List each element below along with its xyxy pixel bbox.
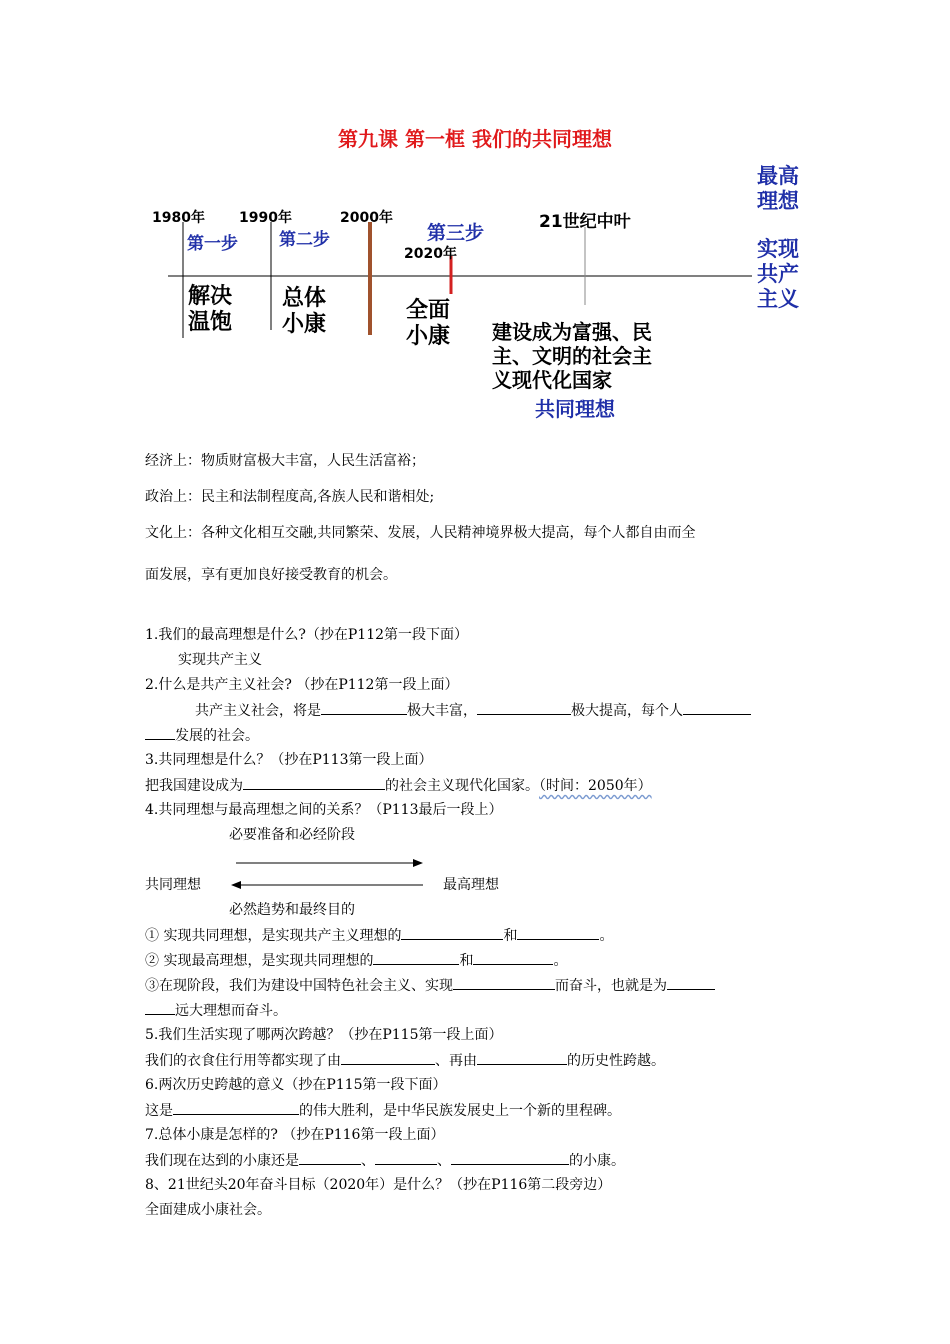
goal-line-1: 建设成为富强、民 (492, 320, 652, 344)
stage-2-line-1: 总体 (282, 286, 327, 311)
year-mid-21st-century: 21世纪中叶 (539, 212, 631, 232)
fill-blank[interactable] (375, 1150, 437, 1165)
fill-blank[interactable] (667, 975, 715, 990)
stage-comprehensive-xiaokang (406, 298, 450, 350)
highest-ideal-line-2: 理想 (757, 189, 799, 213)
feature-culture-line-2: 面发展，享有更加良好接受教育的机会。 (145, 567, 397, 583)
conclusion-1-text: ① 实现共同理想，是实现共产主义理想的 (145, 928, 402, 944)
fill-blank[interactable] (145, 1000, 175, 1015)
answer-7-text-2: 的小康。 (569, 1153, 625, 1169)
answer-2-line-1 (195, 700, 751, 721)
answer-8: 全面建成小康社会。 (145, 1202, 271, 1218)
communism-line-1: 实现 (757, 237, 799, 261)
answer-7-text-1: 我们现在达到的小康还是 (145, 1153, 299, 1169)
fill-blank[interactable] (401, 925, 503, 940)
answer-5-text-1: 我们的衣食住行用等都实现了由 (145, 1053, 341, 1069)
question-8: 8、21世纪头20年奋斗目标（2020年）是什么？（抄在P116第二段旁边） (145, 1177, 612, 1193)
fill-blank[interactable] (517, 925, 599, 940)
answer-2-text-4: 发展的社会。 (175, 728, 259, 744)
question-1: 1.我们的最高理想是什么?（抄在P112第一段下面） (145, 627, 469, 643)
year-1980: 1980年 (152, 210, 205, 226)
conclusion-2-end: 。 (553, 953, 568, 969)
answer-7-separator-1: 、 (361, 1153, 375, 1169)
answer-3-time-note: （时间：2050年） (539, 778, 652, 794)
answer-3-text-1: 把我国建设成为 (145, 778, 243, 794)
fill-blank[interactable] (243, 775, 385, 790)
fill-blank[interactable] (473, 950, 553, 965)
step-three: 第三步 (427, 222, 485, 244)
conclusion-2 (145, 950, 567, 971)
answer-6-text-2: 的伟大胜利，是中华民族发展史上一个新的里程碑。 (299, 1103, 621, 1119)
fill-blank[interactable] (321, 700, 407, 715)
answer-7 (145, 1150, 625, 1171)
year-2020: 2020年 (404, 246, 457, 262)
page-title: 第九课 第一框 我们的共同理想 (338, 127, 612, 151)
answer-1: 实现共产主义 (178, 652, 262, 668)
answer-2-text-3: 极大提高，每个人 (571, 703, 683, 719)
relation-top-label: 必要准备和必经阶段 (229, 827, 355, 843)
conclusion-1 (145, 925, 613, 946)
realize-communism-label (757, 237, 799, 312)
answer-2-text-1: 共产主义社会，将是 (195, 703, 321, 719)
feature-economy: 经济上：物质财富极大丰富，人民生活富裕； (145, 453, 425, 469)
answer-7-separator-2: 、 (437, 1153, 451, 1169)
stage-1-line-1: 解决 (188, 284, 233, 309)
feature-culture-line-1: 文化上：各种文化相互交融,共同繁荣、发展，人民精神境界极大提高，每个人都自由而全 (145, 525, 696, 541)
conclusion-3-text-1: ③在现阶段，我们为建设中国特色社会主义、实现 (145, 978, 453, 994)
conclusion-3-text-3: 远大理想而奋斗。 (175, 1003, 287, 1019)
highest-ideal-label (757, 164, 799, 214)
fill-blank[interactable] (341, 1050, 435, 1065)
fill-blank[interactable] (299, 1150, 361, 1165)
common-ideal-label: 共同理想 (535, 397, 615, 421)
relation-bottom-label: 必然趋势和最终目的 (229, 902, 355, 918)
stage-1-line-2: 温饱 (188, 310, 233, 335)
answer-5-text-3: 的历史性跨越。 (567, 1053, 665, 1069)
relation-left-label: 共同理想 (145, 877, 201, 893)
question-6: 6.两次历史跨越的意义（抄在P115第一段下面） (145, 1077, 447, 1093)
answer-2-line-2 (145, 725, 259, 746)
answer-5 (145, 1050, 665, 1071)
communism-line-2: 共产 (757, 262, 799, 286)
answer-3 (145, 775, 652, 796)
conclusion-3-line-1 (145, 975, 715, 996)
fill-blank[interactable] (477, 700, 571, 715)
fill-blank[interactable] (173, 1100, 299, 1115)
conclusion-1-and: 和 (503, 928, 518, 944)
answer-2-text-2: 极大丰富， (407, 703, 477, 719)
answer-5-text-2: 、再由 (435, 1053, 477, 1069)
question-5: 5.我们生活实现了哪两次跨越？（抄在P115第一段上面） (145, 1027, 503, 1043)
fill-blank[interactable] (477, 1050, 567, 1065)
fill-blank[interactable] (451, 1150, 569, 1165)
stage-overall-xiaokang (282, 286, 326, 338)
step-one: 第一步 (187, 234, 238, 254)
goal-line-3: 义现代化国家 (492, 368, 612, 392)
answer-6-text-1: 这是 (145, 1103, 173, 1119)
question-7: 7.总体小康是怎样的? （抄在P116第一段上面） (145, 1127, 445, 1143)
conclusion-2-and: 和 (459, 953, 474, 969)
feature-politics: 政治上：民主和法制程度高,各族人民和谐相处; (145, 489, 435, 505)
stage-3-line-2: 小康 (406, 324, 451, 349)
question-2: 2.什么是共产主义社会? （抄在P112第一段上面） (145, 677, 459, 693)
fill-blank[interactable] (453, 975, 555, 990)
stage-3-line-1: 全面 (406, 298, 451, 323)
highest-ideal-line-1: 最高 (757, 164, 799, 188)
stage-2-line-2: 小康 (282, 312, 327, 337)
modernization-goal (492, 320, 652, 392)
question-4: 4.共同理想与最高理想之间的关系？（P113最后一段上） (145, 802, 503, 818)
conclusion-3-text-2: 而奋斗，也就是为 (555, 978, 667, 994)
relation-arrows (228, 852, 428, 892)
conclusion-3-line-2 (145, 1000, 287, 1021)
relation-right-label: 最高理想 (443, 877, 499, 893)
year-2000: 2000年 (340, 210, 393, 226)
year-1990: 1990年 (239, 210, 292, 226)
question-3: 3.共同理想是什么？（抄在P113第一段上面） (145, 752, 433, 768)
conclusion-1-end: 。 (599, 928, 614, 944)
fill-blank[interactable] (145, 725, 175, 740)
fill-blank[interactable] (683, 700, 751, 715)
conclusion-2-text: ② 实现最高理想，是实现共同理想的 (145, 953, 374, 969)
communism-line-3: 主义 (757, 287, 799, 311)
stage-solve-subsistence (188, 284, 232, 336)
goal-line-2: 主、文明的社会主 (492, 344, 652, 368)
answer-6 (145, 1100, 621, 1121)
fill-blank[interactable] (373, 950, 459, 965)
answer-3-text-2: 的社会主义现代化国家。 (385, 778, 539, 794)
step-two: 第二步 (279, 230, 330, 250)
